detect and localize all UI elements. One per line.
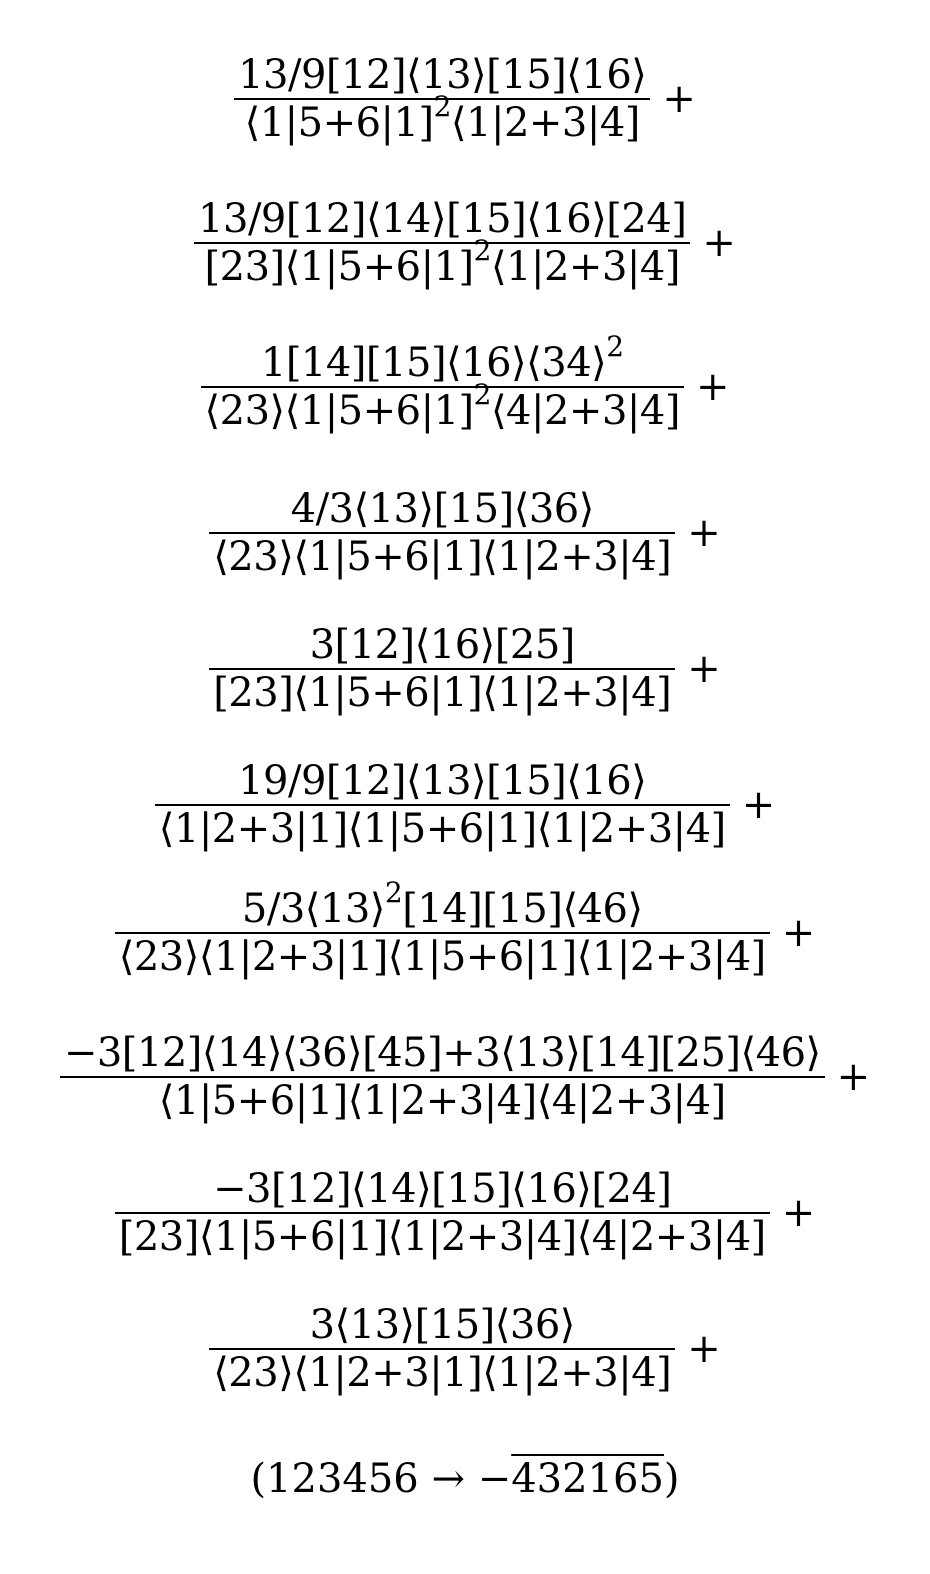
denominator: ⟨23⟩⟨1|5+6|1]⟨1|2+3|4] xyxy=(213,534,672,580)
numerator: −3[12]⟨14⟩[15]⟨16⟩[24] xyxy=(212,1166,672,1212)
numerator: 3⟨13⟩[15]⟨36⟩ xyxy=(309,1302,575,1348)
plus-sign: + xyxy=(741,782,776,828)
fraction xyxy=(194,196,690,290)
plus-sign: + xyxy=(687,1326,721,1372)
numerator: −3[12]⟨14⟩⟨36⟩[45]+3⟨13⟩[14][25]⟨46⟩ xyxy=(63,1030,821,1076)
numerator: 3[12]⟨16⟩[25] xyxy=(309,622,575,668)
denominator: ⟨1|5+6|1]$^2$⟨1|2+3|4] xyxy=(244,89,640,146)
fraction xyxy=(201,329,684,434)
numerator: 13/9[12]⟨13⟩[15]⟨16⟩ xyxy=(238,52,647,98)
numerator: 19/9[12]⟨13⟩[15]⟨16⟩ xyxy=(238,758,647,804)
plus-sign: + xyxy=(781,1190,816,1236)
numerator: 4/3⟨13⟩[15]⟨36⟩ xyxy=(290,486,594,532)
denominator: ⟨23⟩⟨1|5+6|1]$^2$⟨4|2+3|4] xyxy=(204,377,680,434)
term-9 xyxy=(0,1166,930,1260)
denominator: ⟨1|5+6|1]⟨1|2+3|4]⟨4|2+3|4] xyxy=(158,1078,726,1124)
permutation-note xyxy=(0,1456,930,1502)
fraction xyxy=(155,758,730,852)
term-1 xyxy=(0,52,930,146)
denominator: ⟨23⟩⟨1|2+3|1]⟨1|2+3|4] xyxy=(213,1350,672,1396)
fraction xyxy=(115,1166,770,1260)
numerator: 1[14][15]⟨16⟩⟨34⟩$^2$ xyxy=(260,329,624,386)
term-10 xyxy=(0,1302,930,1396)
plus-sign: + xyxy=(836,1054,871,1100)
fraction xyxy=(209,486,675,580)
denominator: ⟨1|2+3|1]⟨1|5+6|1]⟨1|2+3|4] xyxy=(158,806,726,852)
term-7 xyxy=(0,875,930,980)
term-2 xyxy=(0,196,930,290)
fraction xyxy=(209,1302,675,1396)
fraction xyxy=(60,1030,825,1124)
term-3 xyxy=(0,329,930,434)
plus-sign: + xyxy=(687,510,721,556)
denominator: [23]⟨1|5+6|1]⟨1|2+3|4]⟨4|2+3|4] xyxy=(118,1214,766,1260)
overlined-indices: 432165 xyxy=(511,1456,664,1502)
plus-sign: + xyxy=(702,220,736,266)
permutation-expression: (123456 → −432165) xyxy=(250,1456,680,1502)
term-8 xyxy=(0,1030,930,1124)
numerator: 13/9[12]⟨14⟩[15]⟨16⟩[24] xyxy=(198,196,687,242)
numerator: 5/3⟨13⟩$^2$[14][15]⟨46⟩ xyxy=(241,875,643,932)
fraction xyxy=(234,52,650,146)
plus-sign: + xyxy=(662,76,696,122)
fraction xyxy=(115,875,770,980)
term-5 xyxy=(0,622,930,716)
plus-sign: + xyxy=(687,646,721,692)
plus-sign: + xyxy=(695,364,730,410)
denominator: [23]⟨1|5+6|1]$^2$⟨1|2+3|4] xyxy=(204,233,680,290)
denominator: [23]⟨1|5+6|1]⟨1|2+3|4] xyxy=(213,670,672,716)
term-6 xyxy=(0,758,930,852)
term-4 xyxy=(0,486,930,580)
fraction xyxy=(209,622,675,716)
plus-sign: + xyxy=(781,910,816,956)
denominator: ⟨23⟩⟨1|2+3|1]⟨1|5+6|1]⟨1|2+3|4] xyxy=(118,934,766,980)
